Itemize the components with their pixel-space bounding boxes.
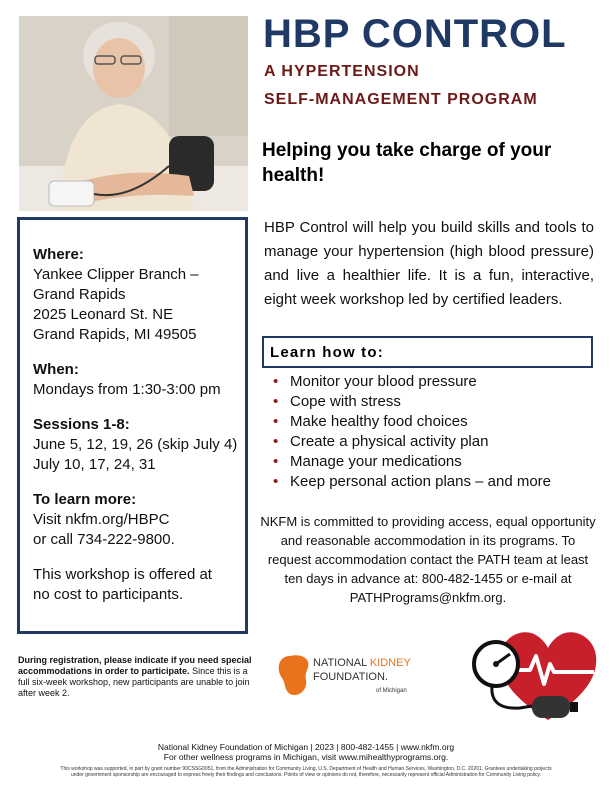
registration-note-text: Since this is a full six-week workshop, new participants are unable to join after week 2. xyxy=(18,666,250,698)
intro-paragraph: HBP Control will help you build skills and tools to manage your hypertension (high blood pressure) and live a healthier life. It is a fun, interactive, eight week workshop led by certified leaders. xyxy=(264,219,594,308)
footer-funding-disclaimer: This workshop was supported, in part by grant number 90CSSG0051, from the Administration for Community Living, U.S. Department of Health and Human Services, Washington, D.C. 20201. Grantees undertaking projects under government sponsorship are encouraged to express freely their findings and conclusions. Points of view or opinions do not, therefore, necessarily represent official Administration for Community Living policy. xyxy=(60,766,552,778)
where-line: Yankee Clipper Branch – xyxy=(33,266,199,283)
bullet-icon: • xyxy=(273,433,279,450)
learn-more-line: or call 734-222-9800. xyxy=(33,531,175,548)
bullet-icon: • xyxy=(273,473,279,490)
sessions-label: Sessions 1-8: xyxy=(33,416,130,433)
list-item: • Create a physical activity plan xyxy=(273,433,489,450)
cost-line: This workshop is offered at xyxy=(33,566,212,583)
footer-contact-line: National Kidney Foundation of Michigan | 2023 | 800-482-1455 | www.nkfm.org xyxy=(157,742,455,752)
where-label: Where: xyxy=(33,246,84,263)
bullet-icon: • xyxy=(273,413,279,430)
program-subtitle-line2: SELF-MANAGEMENT PROGRAM xyxy=(264,91,538,108)
list-item: • Make healthy food choices xyxy=(273,413,468,430)
learn-more-label: To learn more: xyxy=(33,491,137,508)
hero-photo xyxy=(19,16,248,211)
list-item: • Cope with stress xyxy=(273,393,401,410)
learn-list xyxy=(271,372,601,492)
list-item: • Monitor your blood pressure xyxy=(273,373,477,390)
program-subtitle-line1: A HYPERTENSION xyxy=(264,63,420,80)
where-line: Grand Rapids, MI 49505 xyxy=(33,326,197,343)
bullet-icon: • xyxy=(273,373,279,390)
bullet-icon: • xyxy=(273,453,279,470)
nkf-logo-text: NATIONAL KIDNEY FOUNDATION. xyxy=(313,657,411,683)
heart-blood-pressure-gauge-icon xyxy=(470,620,600,728)
list-item: • Keep personal action plans – and more xyxy=(273,473,552,490)
program-title: HBP CONTROL xyxy=(263,12,567,56)
registration-note xyxy=(18,655,258,699)
cost-line: no cost to participants. xyxy=(33,586,184,603)
event-info-box xyxy=(17,217,248,634)
registration-note-bold: During registration, please indicate if you need special accommodations in order to participate. xyxy=(18,655,252,676)
footer-programs-line: For other wellness programs in Michigan, visit www.mihealthyprograms.org. xyxy=(163,752,449,762)
accommodation-statement: NKFM is committed to providing access, equal opportunity and reasonable accommodation in its programs. To request accommodation contact the PATH team at least ten days in advance at: 800-482-1455 or e-mail at PATHPrograms@nkfm.org. xyxy=(260,514,596,605)
bullet-icon: • xyxy=(273,393,279,410)
learn-more-line: Visit nkfm.org/HBPC xyxy=(33,511,170,528)
when-label: When: xyxy=(33,361,79,378)
learn-heading: Learn how to: xyxy=(270,344,384,361)
where-line: Grand Rapids xyxy=(33,286,126,303)
tagline: Helping you take charge of your health! xyxy=(262,140,552,186)
where-line: 2025 Leonard St. NE xyxy=(33,306,174,323)
footer xyxy=(0,742,612,762)
when-line: Mondays from 1:30-3:00 pm xyxy=(33,381,221,398)
woman-measuring-blood-pressure-illustration xyxy=(19,16,248,211)
nkf-logo-subtext: of Michigan xyxy=(376,688,407,694)
list-item: • Manage your medications xyxy=(273,453,462,470)
learn-heading-box xyxy=(262,336,593,368)
sessions-line: June 5, 12, 19, 26 (skip July 4) xyxy=(33,436,238,453)
sessions-line: July 10, 17, 24, 31 xyxy=(33,456,156,473)
